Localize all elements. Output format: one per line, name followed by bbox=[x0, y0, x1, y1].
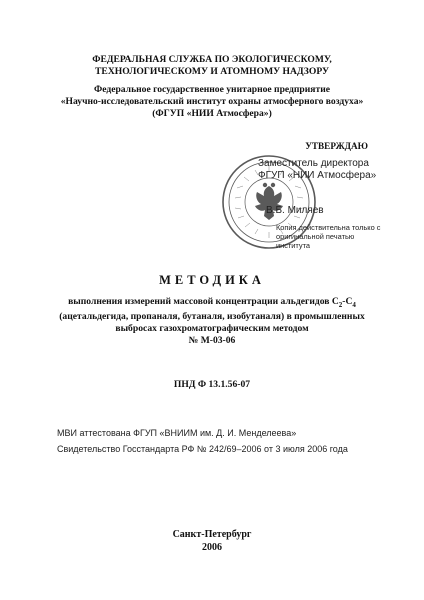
document-title: МЕТОДИКА bbox=[159, 273, 265, 287]
signature-line bbox=[266, 205, 324, 216]
organization-line-1: Федеральное государственное унитарное предприятие bbox=[93, 84, 330, 95]
subscript-4: 4 bbox=[352, 300, 356, 309]
attestation-line-1: МВИ аттестована ФГУП «ВНИИМ им. Д. И. Менделеева» bbox=[57, 428, 297, 438]
stamp-note bbox=[276, 223, 386, 250]
attestation-line-2: Свидетельство Госстандарта РФ № 242/69–2006 от 3 июля 2006 года bbox=[57, 444, 348, 454]
approve-label: УТВЕРЖДАЮ bbox=[305, 141, 368, 151]
signatory-name: В.Б. Миляев bbox=[266, 205, 324, 216]
stamp-note-line-2: оригинальной печатью института bbox=[276, 232, 355, 250]
stamp-note-line-1: Копия действительна только с bbox=[276, 223, 381, 232]
organization-block bbox=[0, 84, 424, 120]
description-line-1: выполнения измерений массовой концентрации альдегидов $С_2-С_4$ bbox=[68, 296, 356, 309]
document-description bbox=[0, 296, 424, 347]
agency-line-2: ТЕХНОЛОГИЧЕСКОМУ И АТОМНОМУ НАДЗОРУ bbox=[95, 66, 329, 77]
organization-line-2: «Научно-исследовательский институт охраны атмосферного воздуха» bbox=[60, 96, 364, 107]
footer-block bbox=[0, 528, 424, 554]
agency-line-1: ФЕДЕРАЛЬНАЯ СЛУЖБА ПО ЭКОЛОГИЧЕСКОМУ, bbox=[92, 54, 332, 65]
subscript-2: 2 bbox=[338, 300, 343, 309]
agency-header bbox=[0, 54, 424, 78]
footer-year: 2006 bbox=[202, 542, 222, 553]
document-number: № М-03-06 bbox=[188, 334, 236, 346]
approver-position bbox=[258, 158, 376, 182]
organization-line-3: (ФГУП «НИИ Атмосфера») bbox=[152, 108, 272, 119]
position-line-1: Заместитель директора bbox=[258, 158, 369, 169]
pnd-code: ПНД Ф 13.1.56-07 bbox=[173, 379, 251, 390]
description-line-3: выбросах газохроматографическим методом bbox=[115, 322, 309, 334]
position-line-2: ФГУП «НИИ Атмосфера» bbox=[258, 170, 377, 181]
description-line-2: (ацетальдегида, пропаналя, бутаналя, изобутаналя) в промышленных bbox=[59, 310, 365, 322]
footer-city: Санкт-Петербург bbox=[172, 529, 252, 540]
